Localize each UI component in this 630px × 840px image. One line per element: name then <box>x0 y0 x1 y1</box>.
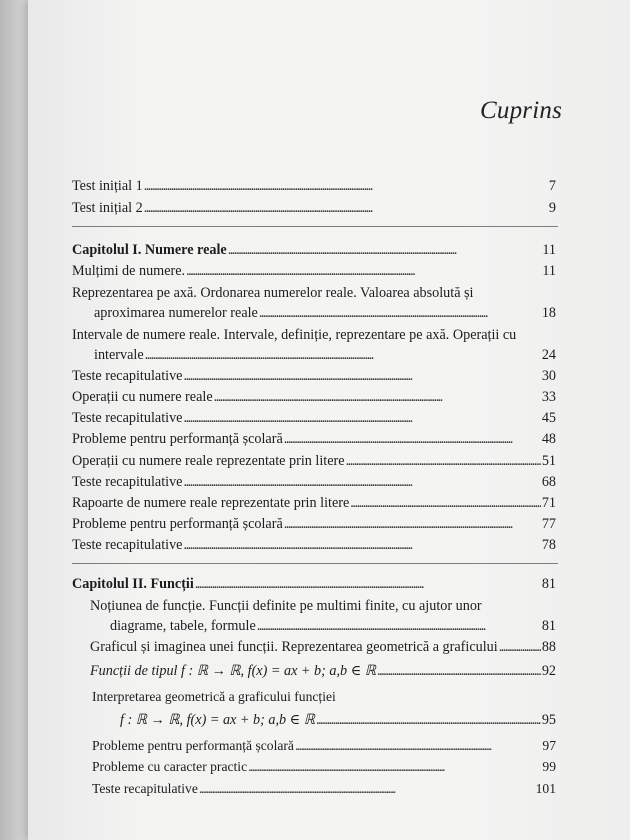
toc-entry <box>72 198 556 218</box>
toc-entry-text: Rapoarte de numere reale reprezentate prin litere <box>72 495 350 511</box>
toc-entry-page: 48 <box>541 431 556 447</box>
toc-entry <box>72 514 556 534</box>
toc-entry <box>92 757 556 777</box>
toc-entry-text: Teste recapitulative <box>92 781 198 796</box>
toc-entry-text: diagrame, tabele, formule <box>110 618 256 634</box>
toc-entry-text: Noțiunea de funcție. Funcții definite pe multimi finite, cu ajutor unor <box>90 598 482 614</box>
toc-entry-text: Intervale de numere reale. Intervale, definiție, reprezentare pe axă. Operații cu <box>72 327 517 343</box>
toc-entry <box>92 779 556 799</box>
page-title: Cuprins <box>480 97 562 124</box>
toc-entry-continuation <box>120 710 556 730</box>
toc-entry <box>72 325 556 345</box>
toc-entry-text: aproximarea numerelor reale <box>94 305 258 321</box>
toc-leader <box>144 176 548 196</box>
toc-entry <box>72 535 556 555</box>
toc-entry <box>72 408 556 428</box>
toc-leader <box>346 451 541 471</box>
toc-leader <box>186 261 541 281</box>
section-divider <box>72 226 558 227</box>
toc-entry <box>72 493 556 513</box>
toc-entry-continuation <box>94 345 556 365</box>
toc-leader <box>183 472 540 492</box>
toc-entry-page: 33 <box>541 389 556 405</box>
toc-entry-text: Probleme cu caracter practic <box>92 759 248 774</box>
toc-entry <box>72 283 556 303</box>
section-divider <box>72 563 558 564</box>
book-gutter <box>0 0 28 840</box>
toc-leader <box>183 535 540 555</box>
toc-entry-page: 71 <box>541 495 556 511</box>
toc-entry <box>90 661 556 681</box>
toc-leader <box>183 408 540 428</box>
toc-entry-page: 7 <box>548 178 556 194</box>
toc-entry-page: 51 <box>541 453 556 469</box>
toc-leader <box>499 637 541 657</box>
toc-leader <box>248 757 541 777</box>
toc-entry-page: 78 <box>541 537 556 553</box>
toc-entry-page: 11 <box>542 263 556 279</box>
toc-leader <box>145 345 541 365</box>
toc-leader <box>316 710 541 730</box>
toc-entry-text: Probleme pentru performanță școlară <box>92 738 294 753</box>
toc-entry-text: Test inițial 1 <box>72 178 143 194</box>
chapter-heading <box>72 574 556 594</box>
toc-entry-page: 88 <box>541 639 556 655</box>
toc-entry-text: Teste recapitulative <box>72 368 183 384</box>
toc-leader <box>377 661 541 681</box>
toc-entry-continuation <box>94 303 556 323</box>
toc-entry <box>72 387 556 407</box>
toc-entry-page: 81 <box>541 618 556 634</box>
toc-entry-text: Teste recapitulative <box>72 410 183 426</box>
toc-leader <box>284 429 541 449</box>
toc-entry-page: 18 <box>541 305 556 321</box>
toc-leader <box>257 616 541 636</box>
toc-leader <box>199 779 535 799</box>
toc-entry-page: 45 <box>541 410 556 426</box>
toc-leader <box>144 198 548 218</box>
toc-entry-page: 99 <box>542 759 556 774</box>
toc-entry-page: 68 <box>541 474 556 490</box>
toc-entry-text: Funcții de tipul f : ℝ → ℝ, f(x) = ax + b; a,b ∈ ℝ <box>90 663 376 679</box>
toc-entry-text: Capitolul II. Funcții <box>72 576 194 592</box>
toc-entry-text: Teste recapitulative <box>72 537 183 553</box>
toc-entry <box>90 596 556 616</box>
toc-entry-text: Test inițial 2 <box>72 200 143 216</box>
chapter-heading <box>72 240 556 260</box>
toc-entry-text: Probleme pentru performanță școlară <box>72 516 283 532</box>
toc-entry <box>72 176 556 196</box>
toc-entry-page: 77 <box>541 516 556 532</box>
toc-entry-text: Capitolul I. Numere reale <box>72 242 227 258</box>
toc-entry <box>72 472 556 492</box>
toc-entry <box>92 736 556 756</box>
toc-entry-text: Operații cu numere reale reprezentate prin litere <box>72 453 345 469</box>
toc-entry <box>72 366 556 386</box>
toc-leader <box>295 736 541 756</box>
toc-entry-page: 95 <box>541 712 556 728</box>
toc-entry-text: Reprezentarea pe axă. Ordonarea numerelor reale. Valoarea absolută și <box>72 285 474 301</box>
toc-leader <box>214 387 541 407</box>
toc-entry <box>92 687 556 707</box>
toc-entry-continuation <box>110 616 556 636</box>
toc-leader <box>350 493 541 513</box>
toc-entry-page: 11 <box>542 242 556 258</box>
toc-leader <box>195 574 541 594</box>
toc-entry-page: 24 <box>541 347 556 363</box>
toc-entry-text: Mulțimi de numere. <box>72 263 186 279</box>
toc-entry-text: Interpretarea geometrică a graficului funcției <box>92 689 336 704</box>
toc-leader <box>228 240 542 260</box>
toc-entry-page: 9 <box>548 200 556 216</box>
toc-entry-page: 101 <box>535 781 556 796</box>
toc-entry-text: Operații cu numere reale <box>72 389 213 405</box>
toc-entry <box>72 429 556 449</box>
toc-entry <box>72 451 556 471</box>
toc-entry-text: intervale <box>94 347 144 363</box>
toc-entry-page: 30 <box>541 368 556 384</box>
toc-entry-text: Probleme pentru performanță școlară <box>72 431 283 447</box>
toc-entry <box>90 637 556 657</box>
toc-leader <box>259 303 541 323</box>
toc-entry-page: 92 <box>541 663 556 679</box>
toc-entry-text: Graficul și imaginea unei funcții. Reprezentarea geometrică a graficului <box>90 639 498 655</box>
toc-leader <box>183 366 540 386</box>
toc-entry-text: Teste recapitulative <box>72 474 183 490</box>
toc-entry-page: 81 <box>541 576 556 592</box>
toc-entry <box>72 261 556 281</box>
toc-entry-text: f : ℝ → ℝ, f(x) = ax + b; a,b ∈ ℝ <box>120 712 315 728</box>
toc-leader <box>284 514 541 534</box>
toc-entry-page: 97 <box>542 738 556 753</box>
